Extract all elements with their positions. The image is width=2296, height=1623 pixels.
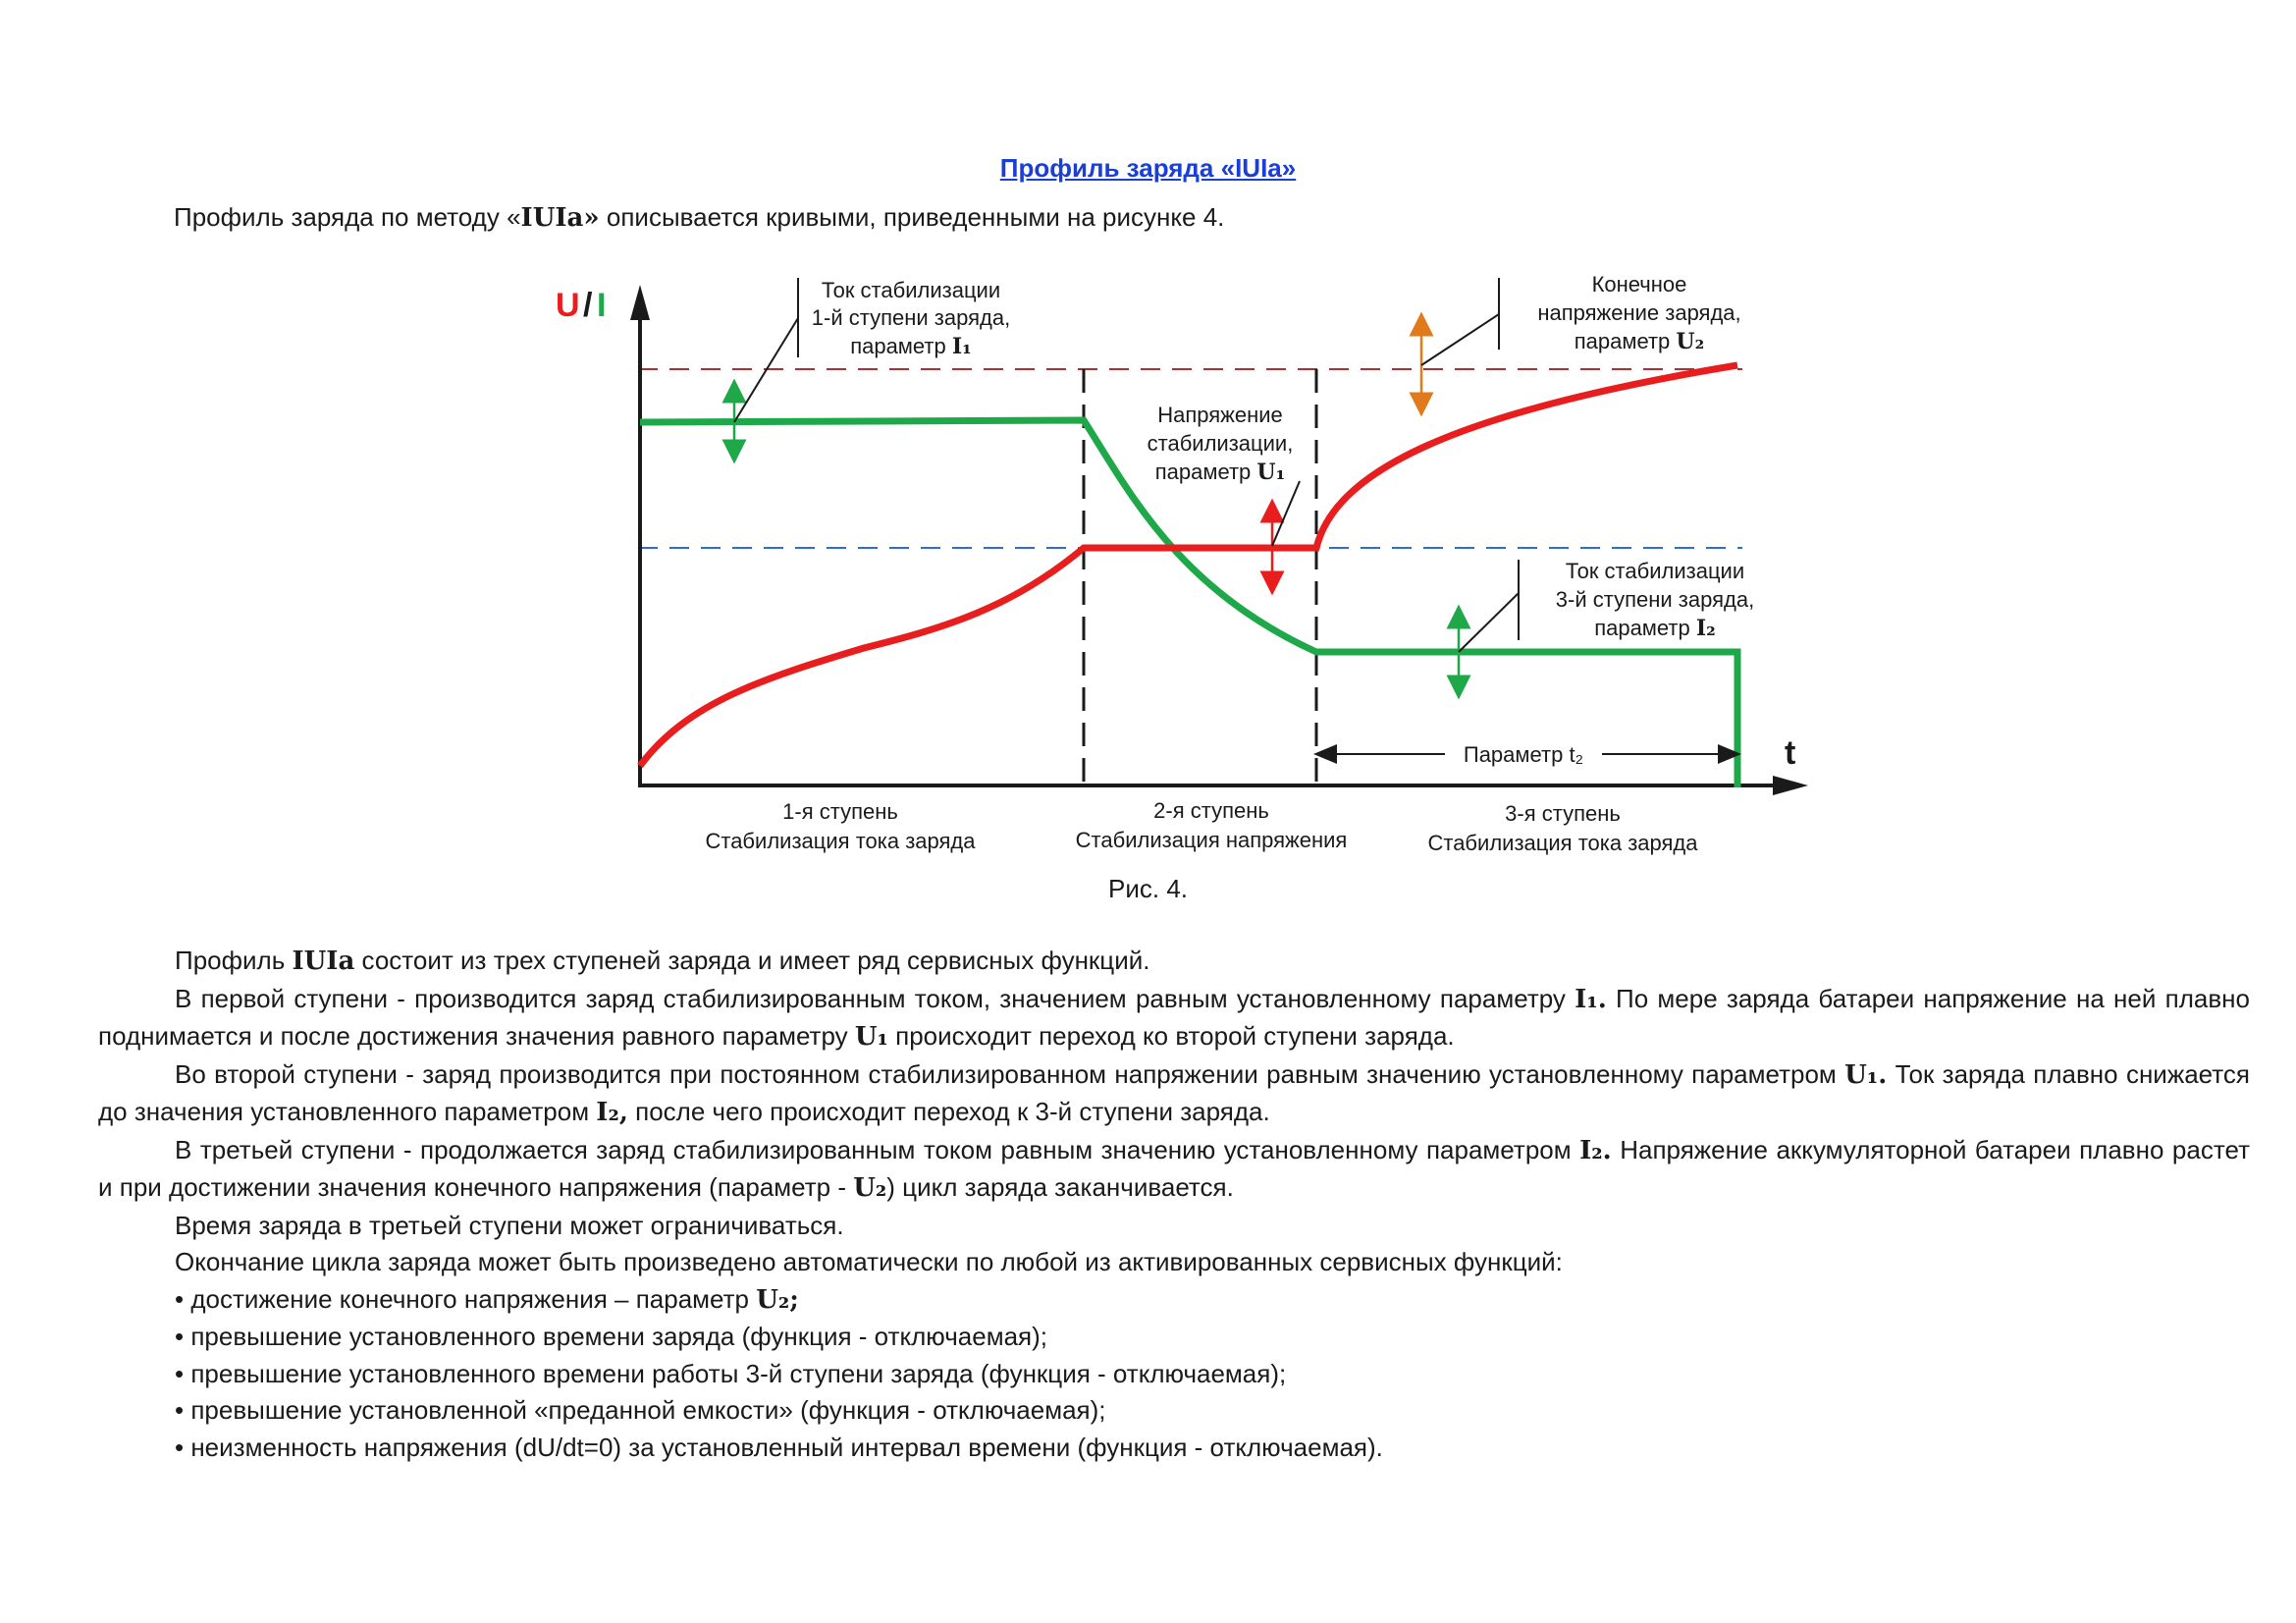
axis-label-u: U <box>556 287 580 324</box>
paragraph-1: Профиль IUIa состоит из трех ступеней заряда и имеет ряд сервисных функций. <box>175 946 1150 976</box>
stage1-line2: Стабилизация тока заряда <box>705 829 976 853</box>
callout-u1-line3: параметр U₁ <box>1154 460 1286 485</box>
u2-leader-diag <box>1421 314 1499 365</box>
list-item: • превышение установленного времени заряда (функция - отключаемая); <box>175 1322 1048 1351</box>
callout-i1-line3: параметр I₁ <box>850 334 972 359</box>
intro-bold: IUIa» <box>520 203 600 233</box>
function-list <box>98 1281 2250 1467</box>
callout-i2-line2: 3-й ступени заряда, <box>1555 587 1755 612</box>
axis-label-slash: / <box>583 287 593 324</box>
u1-leader-diag <box>1272 481 1300 546</box>
y-axis-arrow <box>630 285 650 320</box>
paragraph-4: В третьей ступени - продолжается заряд стабилизированным током равным значению установленному параметром I₂. Напряжение аккумуляторной батареи плавно растет и при достижении значения конечного напряжения (параметр - U₂) цикл заряда заканчивается. <box>98 1134 2250 1203</box>
body-text <box>98 943 2250 1466</box>
list-item: • достижение конечного напряжения – параметр U₂; <box>175 1283 799 1315</box>
callout-u2-line3: параметр U₂ <box>1574 329 1705 354</box>
stage1-line1: 1-я ступень <box>782 799 898 824</box>
paragraph-2: В первой ступени - производится заряд стабилизированным током, значением равным установленному параметру I₁. По мере заряда батареи напряжение на ней плавно поднимается и после достижения значения равного параметру U₁ происходит переход ко второй ступени заряда. <box>98 983 2250 1052</box>
callout-i2-line1: Ток стабилизации <box>1565 559 1745 583</box>
callout-u2-line2: напряжение заряда, <box>1537 300 1741 325</box>
callout-u2-line1: Конечное <box>1591 272 1687 297</box>
callout-i1-line1: Ток стабилизации <box>821 278 1001 302</box>
list-item: • неизменность напряжения (dU/dt=0) за установленный интервал времени (функция - отключаемая). <box>175 1432 1383 1462</box>
stage3-line1: 3-я ступень <box>1505 801 1621 826</box>
t2-label: Параметр t₂ <box>1463 742 1584 767</box>
axis-label-t: t <box>1785 734 1796 772</box>
stage2-line1: 2-я ступень <box>1153 798 1269 823</box>
callout-i2-line3: параметр I₂ <box>1594 616 1716 641</box>
list-item: • превышение установленного времени работы 3-й ступени заряда (функция - отключаемая); <box>175 1358 1287 1388</box>
i2-leader-diag <box>1459 593 1519 652</box>
stage3-line2: Стабилизация тока заряда <box>1427 831 1698 855</box>
intro-text-2: описывается кривыми, приведенными на рисунке 4. <box>599 202 1225 232</box>
paragraph-5: Время заряда в третьей ступени может ограничиваться. <box>175 1210 844 1240</box>
callout-u1-line1: Напряжение <box>1157 403 1283 427</box>
title-link[interactable]: Профиль заряда «IUIa» <box>999 153 1297 183</box>
list-item: • превышение установленной «преданной емкости» (функция - отключаемая); <box>175 1395 1106 1425</box>
intro-text-1: Профиль заряда по методу « <box>174 202 521 232</box>
paragraph-3: Во второй ступени - заряд производится при постоянном стабилизированном напряжении равным значению установленному параметром U₁. Ток заряда плавно снижается до значения установленного параметром I₂, после чего происходит переход к 3-й ступени заряда. <box>98 1058 2250 1127</box>
callout-u1-line2: стабилизации, <box>1147 431 1294 456</box>
figure-caption: Рис. 4. <box>1108 874 1188 903</box>
axis-label-i: I <box>597 287 607 324</box>
stage2-line2: Стабилизация напряжения <box>1075 828 1348 852</box>
x-axis-arrow <box>1773 776 1808 795</box>
paragraph-6: Окончание цикла заряда может быть произведено автоматически по любой из активированных сервисных функций: <box>175 1247 1563 1276</box>
callout-i1-line2: 1-й ступени заряда, <box>811 305 1011 330</box>
